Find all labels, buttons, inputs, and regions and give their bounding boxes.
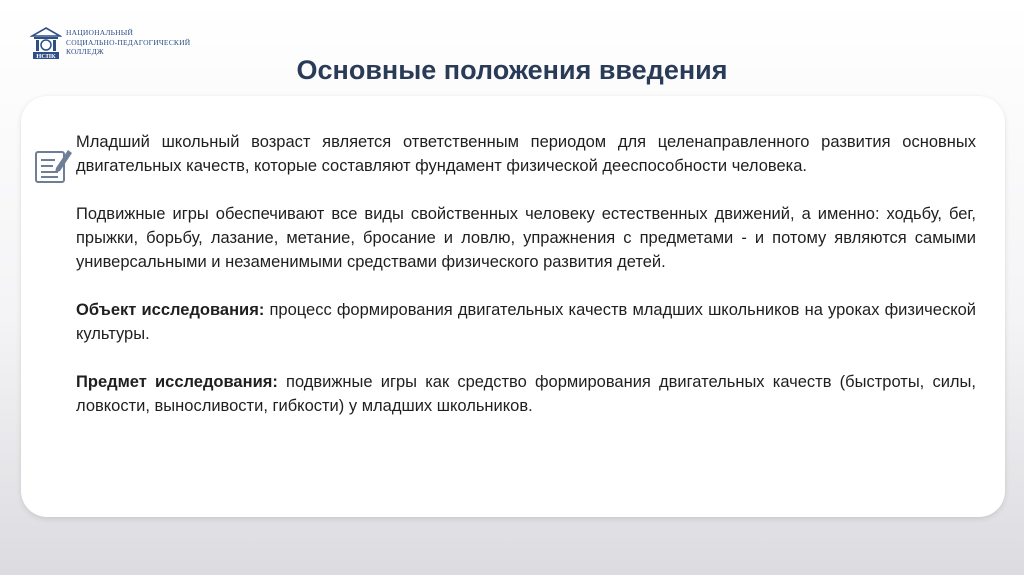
main-text bbox=[76, 130, 976, 442]
paragraph-object bbox=[76, 298, 976, 346]
paragraph-subject bbox=[76, 370, 976, 418]
logo-abbr: НСПК bbox=[36, 53, 56, 60]
paragraph-games: Подвижные игры обеспечивают все виды свойственных человеку естественных движений, а именно: ходьбу, бег, прыжки, борьбу, лазание, метание, бросание и ловлю, упражнения с предметами - и потому являются самыми универсальными и незаменимыми средствами физического развития детей. bbox=[76, 205, 976, 271]
subject-text: подвижные игры как средство формирования двигательных качеств (быстроты, силы, ловкости, выносливости, гибкости) у младших школьников. bbox=[76, 373, 976, 415]
page-title: Основные положения введения bbox=[296, 55, 728, 85]
object-text: процесс формирования двигательных качеств младших школьников на уроках физической культуры. bbox=[76, 301, 976, 343]
paragraph-intro: Младший школьный возраст является ответственным периодом для целенаправленного развития основных двигательных качеств, которые составляют фундамент физической дееспособности человека. bbox=[76, 133, 976, 175]
subject-label: Предмет исследования: bbox=[76, 373, 278, 391]
note-pencil-icon bbox=[34, 146, 74, 186]
logo-line: КОЛЛЕДЖ bbox=[66, 47, 104, 56]
logo-text bbox=[66, 28, 190, 57]
logo-line: НАЦИОНАЛЬНЫЙ bbox=[66, 28, 134, 37]
object-label: Объект исследования: bbox=[76, 301, 265, 319]
logo-line: СОЦИАЛЬНО-ПЕДАГОГИЧЕСКИЙ bbox=[66, 37, 191, 47]
